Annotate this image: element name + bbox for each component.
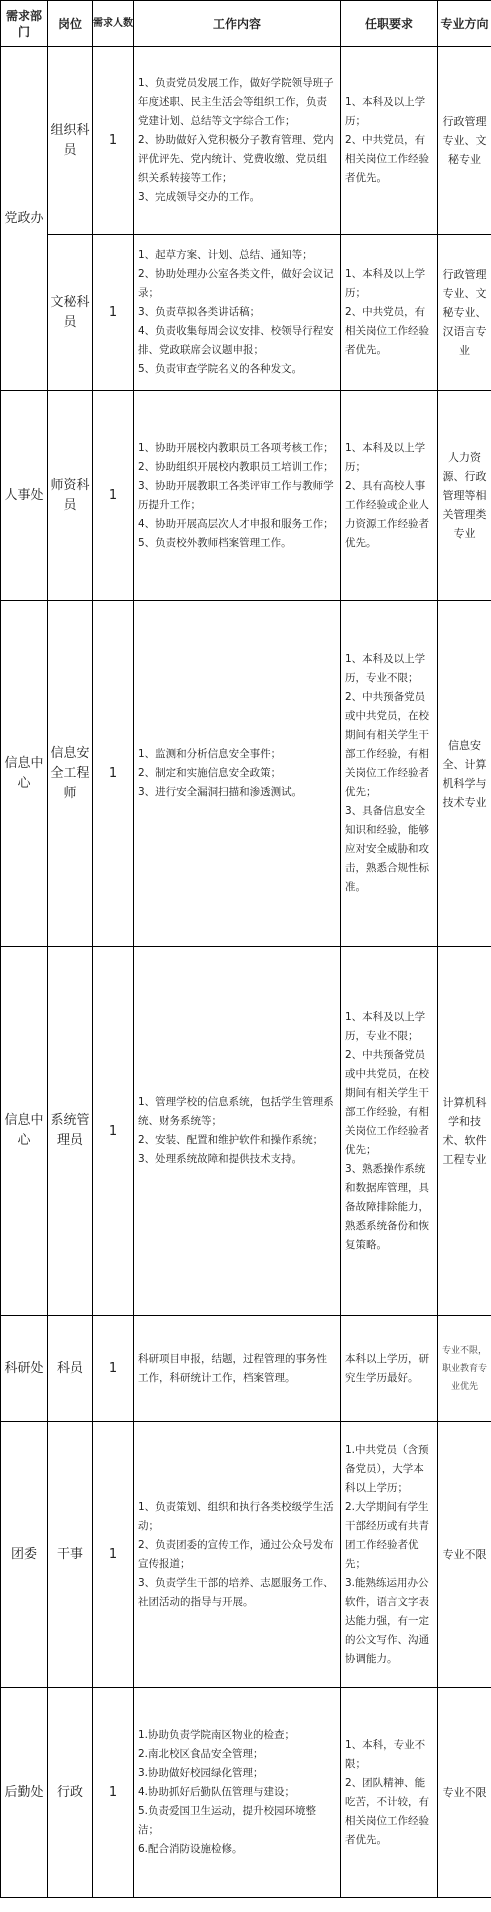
requirements-cell [341,601,438,947]
dept-cell: 党政办 [1,47,48,391]
count-cell: 1 [93,1422,134,1688]
duty-line: 科研项目申报，结题，过程管理的事务性工作，科研统计工作，档案管理。 [138,1352,327,1384]
position-cell: 文秘科员 [48,235,93,391]
req-line: 2、中共预备党员或中共党员，在校期间有相关学生干部工作经验，有相关岗位工作经验者优先； [345,691,429,798]
req-line: 3、具备信息安全知识和经验，能够应对安全威胁和攻击，熟悉合规性标准。 [345,805,429,893]
dept-cell: 信息中心 [1,947,48,1316]
duty-line: 2、制定和实施信息安全政策； [138,767,282,779]
major-cell: 计算机科学和技术、软件工程专业 [438,947,491,1316]
position-cell: 科员 [48,1316,93,1422]
req-line: 2.大学期间有学生干部经历或有共青团工作经验者优先； [345,1500,429,1570]
header-position: 岗位 [48,1,93,47]
duty-line: 3、负责草拟各类讲话稿； [138,306,261,318]
duty-line: 2.南北校区食品安全管理； [138,1748,264,1760]
duties-cell [134,47,341,235]
count-cell: 1 [93,235,134,391]
req-line: 1、本科，专业不限； [345,1738,426,1770]
requirements-cell [341,1422,438,1688]
position-cell: 系统管理员 [48,947,93,1316]
requirements-cell [341,391,438,601]
major-cell: 行政管理专业、文秘专业、汉语言专业 [438,235,491,391]
table-row [1,1688,491,1898]
duty-line: 3、进行安全漏洞扫描和渗透测试。 [138,786,303,798]
duty-line: 2、负责团委的宣传工作，通过公众号发布宣传报道； [138,1538,334,1570]
duty-line: 1、负责策划、组织和执行各类校级学生活动； [138,1500,334,1532]
requirements-cell [341,1316,438,1422]
count-cell: 1 [93,391,134,601]
duty-line: 2、协助处理办公室各类文件，做好会议记录； [138,268,334,299]
duty-line: 2、协助做好入党积极分子教育管理、党内评优评先、党内统计、党费收缴、党员组织关系转接等工作； [138,134,334,184]
table-row [1,235,491,391]
header-major: 专业方向 [438,1,491,47]
req-line: 2、团队精神、能吃苦，不计较，有相关岗位工作经验者优先。 [345,1776,429,1846]
duties-cell [134,601,341,947]
req-line: 3、熟悉操作系统和数据库管理，具备故障排除能力，熟悉系统备份和恢复策略。 [345,1162,429,1251]
duties-cell [134,1316,341,1422]
position-cell: 组织科员 [48,47,93,235]
requirements-cell [341,47,438,235]
req-line: 本科以上学历，研究生学历最好。 [345,1352,429,1384]
header-row [1,1,491,47]
duty-line: 1.协助负责学院南区物业的检查； [138,1729,296,1741]
table-row [1,601,491,947]
header-duties: 工作内容 [134,1,341,47]
position-cell: 信息安全工程师 [48,601,93,947]
major-cell: 专业不限，职业教育专业优先 [438,1316,491,1422]
duty-line: 2、安装、配置和维护软件和操作系统； [138,1134,324,1146]
req-line: 2、中共党员，有相关岗位工作经验者优先。 [345,134,429,184]
table-row [1,391,491,601]
table-row [1,1422,491,1688]
dept-cell: 科研处 [1,1316,48,1422]
duty-line: 5、负责审查学院名义的各种发文。 [138,363,303,375]
duty-line: 3、完成领导交办的工作。 [138,191,261,203]
major-cell: 专业不限 [438,1422,491,1688]
position-cell: 行政 [48,1688,93,1898]
duty-line: 1、监测和分析信息安全事件； [138,748,282,760]
major-cell: 信息安全、计算机科学与技术专业 [438,601,491,947]
position-cell: 干事 [48,1422,93,1688]
req-line: 1、本科及以上学历； [345,441,426,473]
req-line: 1、本科及以上学历，专业不限； [345,653,426,684]
duty-line: 4、负责收集每周会议安排、校领导行程安排、党政联席会议题申报； [138,325,334,356]
req-line: 1.中共党员（含预备党员），大学本科以上学历； [345,1443,429,1494]
duty-line: 3、协助开展教职工各类评审工作与教师学历提升工作； [138,479,334,511]
dept-cell: 后勤处 [1,1688,48,1898]
duty-line: 1、协助开展校内教职员工各项考核工作； [138,441,334,454]
duties-cell [134,391,341,601]
duty-line: 4、协助开展高层次人才申报和服务工作； [138,517,334,530]
requirements-cell [341,947,438,1316]
duty-line: 2、协助组织开展校内教职员工培训工作； [138,460,334,473]
duty-line: 3、处理系统故障和提供技术支持。 [138,1153,303,1165]
req-line: 2、具有高校人事工作经验或企业人力资源工作经验者优先。 [345,479,429,549]
requirements-cell [341,1688,438,1898]
header-requirements: 任职要求 [341,1,438,47]
table-row [1,1316,491,1422]
req-line: 3.能熟练运用办公软件，语言文字表达能力强，有一定的公文写作、沟通协调能力。 [345,1576,429,1665]
req-line: 2、中共党员，有相关岗位工作经验者优先。 [345,306,429,356]
count-cell: 1 [93,947,134,1316]
duty-line: 3.协助做好校园绿化管理； [138,1767,264,1779]
dept-cell: 人事处 [1,391,48,601]
req-line: 2、中共预备党员或中共党员，在校期间有相关学生干部工作经验，有相关岗位工作经验者优先； [345,1048,429,1156]
duties-cell [134,947,341,1316]
count-cell: 1 [93,1688,134,1898]
duties-cell [134,1688,341,1898]
duty-line: 5.负责爱国卫生运动，提升校园环境整洁； [138,1805,317,1836]
position-cell: 师资科员 [48,391,93,601]
req-line: 1、本科及以上学历； [345,268,426,299]
duty-line: 3、负责学生干部的培养、志愿服务工作、社团活动的指导与开展。 [138,1576,334,1608]
dept-cell: 团委 [1,1422,48,1688]
header-count: 需求人数 [93,1,134,47]
duties-cell [134,235,341,391]
requirements-cell [341,235,438,391]
count-cell: 1 [93,1316,134,1422]
dept-cell: 信息中心 [1,601,48,947]
duty-line: 1、管理学校的信息系统，包括学生管理系统、财务系统等； [138,1096,334,1127]
count-cell: 1 [93,47,134,235]
major-cell: 人力资源、行政管理等相关管理类专业 [438,391,491,601]
duties-cell [134,1422,341,1688]
duty-line: 4.协助抓好后勤队伍管理与建设； [138,1786,296,1798]
table-row [1,947,491,1316]
req-line: 1、本科及以上学历，专业不限； [345,1010,426,1042]
duty-line: 1、负责党员发展工作，做好学院领导班子年度述职、民主生活会等组织工作，负责党建计划、总结等文字综合工作； [138,77,334,127]
table-row [1,47,491,235]
count-cell: 1 [93,601,134,947]
duty-line: 6.配合消防设施检修。 [138,1843,243,1855]
major-cell: 专业不限 [438,1688,491,1898]
duty-line: 5、负责校外教师档案管理工作。 [138,536,292,549]
header-dept: 需求部门 [1,1,48,47]
req-line: 1、本科及以上学历； [345,96,426,127]
duty-line: 1、起草方案、计划、总结、通知等； [138,249,313,261]
major-cell: 行政管理专业、文秘专业 [438,47,491,235]
